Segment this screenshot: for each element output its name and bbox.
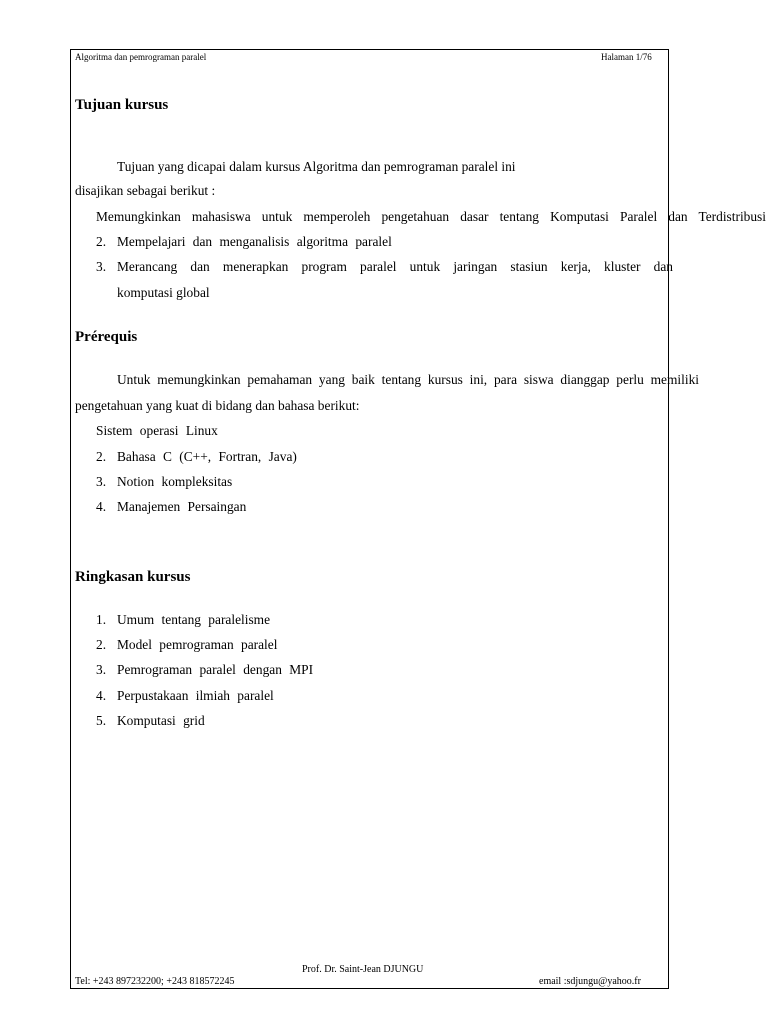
page-number: Halaman 1/76 [601,52,652,62]
ringkasan-item-2-number: 2. [96,637,107,652]
footer-email: email :sdjungu@yahoo.fr [539,976,641,987]
ringkasan-item-3: Pemrograman paralel dengan MPI [117,662,314,677]
ringkasan-item-2: Model pemrograman paralel [117,637,278,652]
prerequis-item-1: Sistem operasi Linux [96,423,218,438]
ringkasan-item-3-number: 3. [96,662,107,677]
tujuan-item-1: Memungkinkan mahasiswa untuk memperoleh pengetahuan dasar tentang Komputasi Paralel dan Terdistribusi [96,209,766,224]
ringkasan-item-5-number: 5. [96,713,107,728]
prerequis-item-3-number: 3. [96,474,107,489]
section-title-prerequis: Prérequis [75,329,138,345]
prerequis-item-3: Notion kompleksitas [117,474,233,489]
footer-author: Prof. Dr. Saint-Jean DJUNGU [302,964,424,975]
prerequis-intro-line1: Untuk memungkinkan pemahaman yang baik tentang kursus ini, para siswa dianggap perlu memiliki [117,372,699,387]
ringkasan-item-1: Umum tentang paralelisme [117,612,271,627]
ringkasan-item-4-number: 4. [96,688,107,703]
header-title: Algoritma dan pemrograman paralel [75,52,207,62]
ringkasan-item-1-number: 1. [96,612,107,627]
tujuan-item-3-number: 3. [96,259,107,274]
tujuan-item-3-continued: komputasi global [117,285,210,300]
footer-phone: Tel: +243 897232200; +243 818572245 [75,976,235,987]
section-title-ringkasan: Ringkasan kursus [75,569,191,585]
ringkasan-item-4: Perpustakaan ilmiah paralel [117,688,274,703]
prerequis-item-4-number: 4. [96,499,107,514]
tujuan-item-3: Merancang dan menerapkan program paralel untuk jaringan stasiun kerja, kluster dan [117,259,673,274]
prerequis-item-2-number: 2. [96,449,107,464]
tujuan-intro-line2: disajikan sebagai berikut : [75,183,216,198]
prerequis-item-4: Manajemen Persaingan [117,499,247,514]
ringkasan-item-5: Komputasi grid [117,713,205,728]
prerequis-intro-line2: pengetahuan yang kuat di bidang dan bahasa berikut: [75,398,360,413]
tujuan-item-2-number: 2. [96,234,107,249]
tujuan-item-2: Mempelajari dan menganalisis algoritma paralel [117,234,392,249]
section-title-tujuan: Tujuan kursus [75,97,169,113]
prerequis-item-2: Bahasa C (C++, Fortran, Java) [117,449,297,464]
tujuan-intro-line1: Tujuan yang dicapai dalam kursus Algoritma dan pemrograman paralel ini [117,159,516,174]
